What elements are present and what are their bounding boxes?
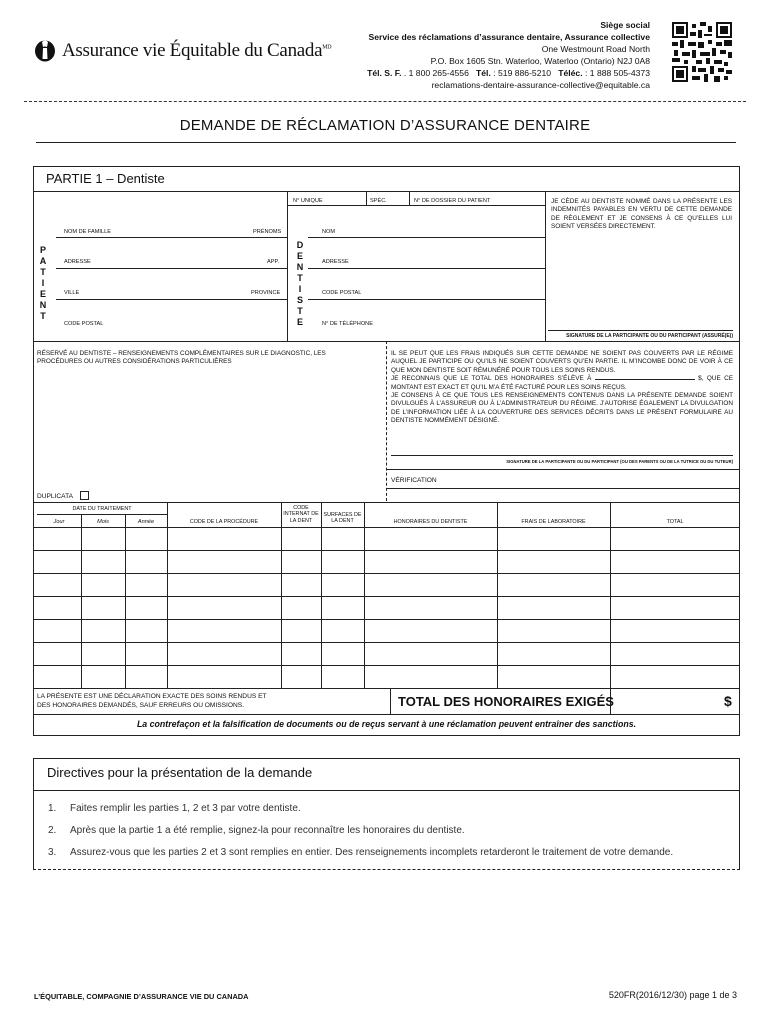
table-cell[interactable]	[34, 551, 80, 572]
email: reclamations-dentaire-assurance-collective@equitable.ca	[431, 80, 650, 90]
form-title: DEMANDE DE RÉCLAMATION D’ASSURANCE DENTAIRE	[179, 117, 591, 134]
dentist-vertical-label: D E N T I S T E	[296, 240, 304, 327]
table-cell[interactable]	[34, 574, 80, 595]
dentist-unique-no-label: N° UNIQUE	[293, 198, 323, 204]
table-cell[interactable]	[126, 597, 166, 618]
directive-item: 1. Faites remplir les parties 1, 2 et 3 par votre dentiste.	[48, 803, 301, 814]
table-cell[interactable]	[365, 597, 496, 618]
dentist-postal-label: CODE POSTAL	[322, 290, 362, 296]
table-cell[interactable]	[82, 574, 124, 595]
table-cell[interactable]	[126, 574, 166, 595]
table-cell[interactable]	[365, 666, 496, 687]
table-cell[interactable]	[611, 643, 739, 664]
table-cell[interactable]	[168, 643, 280, 664]
total-bottom-rule	[33, 714, 740, 715]
title-rule	[36, 142, 736, 143]
directives-title: Directives pour la présentation de la demande	[47, 765, 313, 780]
dentist-id-rule	[287, 205, 545, 206]
dentist-assign-divider	[545, 191, 546, 341]
year-header: Année	[137, 519, 155, 525]
address-line-2: P.O. Box 1605 Stn. Waterloo, Waterloo (Ontario) N2J 0A8	[430, 56, 650, 66]
qr-code	[672, 22, 732, 82]
table-cell[interactable]	[282, 551, 320, 572]
table-cell[interactable]	[365, 528, 496, 549]
table-cell[interactable]	[82, 528, 124, 549]
table-cell[interactable]	[611, 574, 739, 595]
table-cell[interactable]	[282, 528, 320, 549]
patient-name-rule	[56, 237, 287, 238]
table-cell[interactable]	[282, 597, 320, 618]
company-name: Assurance vie Équitable du Canada$^{MD}$	[62, 40, 332, 61]
table-cell[interactable]	[498, 597, 609, 618]
lab-fees-header: FRAIS DE LABORATOIRE	[521, 519, 586, 525]
reserved-dentist-text: RÉSERVÉ AU DENTISTE – RENSEIGNEMENTS COMPLÉMENTAIRES SUR LE DIAGNOSTIC, LES PROCÉDURES OU AUTRES CONSIDÉRATIONS PARTICULIÈRES	[37, 350, 326, 366]
day-header: Jour	[53, 519, 65, 525]
table-cell[interactable]	[34, 643, 80, 664]
table-cell[interactable]	[365, 620, 496, 641]
patient-province-label: PROVINCE	[251, 290, 281, 296]
table-cell[interactable]	[322, 620, 363, 641]
table-cell[interactable]	[611, 666, 739, 687]
table-cell[interactable]	[126, 666, 166, 687]
table-cell[interactable]	[168, 597, 280, 618]
month-header: Mois	[97, 519, 109, 525]
table-cell[interactable]	[322, 551, 363, 572]
dentist-name-rule	[308, 237, 545, 238]
spec-dossier-divider	[409, 191, 410, 205]
patient-address-label: ADRESSE	[64, 259, 91, 265]
declaration-divider	[390, 688, 391, 714]
part1-title: PARTIE 1 – Dentiste	[46, 171, 165, 186]
declaration-text: LA PRÉSENTE EST UNE DÉCLARATION EXACTE DES SOINS RENDUS ET DES HONORAIRES DEMANDÉS, SAUF ERREURS OU OMISSIONS.	[37, 693, 267, 709]
table-cell[interactable]	[498, 620, 609, 641]
table-cell[interactable]	[498, 643, 609, 664]
dentist-spec-label: SPÉC.	[370, 198, 387, 204]
dentist-address-label: ADRESSE	[322, 259, 349, 265]
table-cell[interactable]	[126, 620, 166, 641]
patient-city-rule	[56, 299, 287, 300]
table-cell[interactable]	[498, 666, 609, 687]
table-cell[interactable]	[282, 574, 320, 595]
table-cell[interactable]	[82, 643, 124, 664]
assignment-text: JE CÈDE AU DENTISTE NOMMÉ DANS LA PRÉSENTE LES INDEMNITÉS PAYABLES EN VERTU DE CETTE DEMANDE DE RÈGLEMENT ET JE CONSENS À CE QU’ELLES LUI SOIENT VERSÉES DIRECTEMENT.	[551, 198, 732, 231]
directive-item: 3. Assurez-vous que les parties 2 et 3 sont remplies en entier. Des renseignements incomplets retarderont le traitement de votre demande.	[48, 847, 674, 858]
table-cell[interactable]	[82, 551, 124, 572]
table-cell[interactable]	[126, 528, 166, 549]
table-cell[interactable]	[34, 666, 80, 687]
address-line-1: One Westmount Road North	[541, 44, 650, 54]
directive-item: 2. Après que la partie 1 a été remplie, signez-la pour reconnaître les honoraires du dentiste.	[48, 825, 465, 836]
table-cell[interactable]	[611, 620, 739, 641]
consent-signature-caption: SIGNATURE DE LA PARTICIPANTE OU DU PARTICIPANT (OU DES PARENTS OU DE LA TUTRICE OU DU TUTEUR)	[506, 459, 733, 464]
table-cell[interactable]	[282, 666, 320, 687]
table-cell[interactable]	[322, 528, 363, 549]
phone-line: Tél. S. F. . 1 800 265-4556 Tél. : 519 886-5210 Téléc. : 1 888 505-4373	[367, 68, 650, 78]
footer-form-id: 520FR(2016/12/30) page 1 de 3	[608, 990, 737, 1000]
consent-signature-line[interactable]	[391, 455, 733, 456]
table-cell[interactable]	[82, 597, 124, 618]
consent-paragraph: IL SE PEUT QUE LES FRAIS INDIQUÉS SUR CETTE DEMANDE NE SOIENT PAS COUVERTS PAR LE RÉGIME AUQUEL JE PARTICIPE OU QU’ILS NE SOIENT COUVERTS QU’EN PARTIE. IL M’INCOMBE DONC DE VOIR À CE QUE MON DENTISTE SOIT RÉMUNÉRÉ POUR TOUS LES SOINS RENDUS. JE RECONNAIS QUE LE TOTAL DES HONORAIRES S’ÉLÈVE À $, QUE CE MONTANT EST EXACT ET QU’IL M’A ÉTÉ FACTURÉ POUR LES SOINS REÇUS. JE CONSENS À CE QUE TOUS LES RENSEIGNEMENTS CONTENUS DANS LA PRÉSENTE DEMANDE SOIENT DIVULGUÉS À L’ASSUREUR OU À L’ADMINISTRATEUR DU RÉGIME. J’AUTORISE ÉGALEMENT LA DIVULGATION DE L’INFORMATION LIÉE À LA COUVERTURE DES SERVICES DÉCRITS DANS LE PRÉSENT FORMULAIRE AU DENTISTE NOMMÉMENT DÉSIGNÉ.	[391, 350, 733, 425]
tooth-code-header: CODE INTERNAT DE LA DENT	[283, 505, 319, 524]
assignment-signature-line[interactable]	[548, 330, 733, 331]
table-cell[interactable]	[611, 597, 739, 618]
total-fees-label: TOTAL DES HONORAIRES EXIGÉS	[398, 694, 614, 709]
table-cell[interactable]	[168, 528, 280, 549]
dentist-address-rule	[308, 268, 545, 269]
table-cell[interactable]	[322, 597, 363, 618]
table-cell[interactable]	[611, 528, 739, 549]
equitable-logo-icon	[34, 38, 56, 62]
patient-address-rule	[56, 268, 287, 269]
date-subrule	[37, 514, 167, 515]
patient-file-no-label: N° DE DOSSIER DU PATIENT	[414, 198, 491, 204]
reserved-consent-divider	[386, 341, 387, 501]
table-cell[interactable]	[322, 643, 363, 664]
table-cell[interactable]	[168, 551, 280, 572]
header-divider	[24, 101, 746, 102]
patient-city-label: VILLE	[64, 290, 80, 296]
patient-dentist-divider	[287, 191, 288, 341]
table-cell[interactable]	[82, 620, 124, 641]
dentist-fees-header: HONORAIRES DU DENTISTE	[393, 519, 468, 525]
total-dollar-sign: $	[724, 693, 732, 709]
table-cell[interactable]	[611, 551, 739, 572]
patient-last-name-label: NOM DE FAMILLE	[64, 229, 111, 235]
footer-company: L’ÉQUITABLE, COMPAGNIE D’ASSURANCE VIE DU CANADA	[34, 992, 249, 1001]
fraud-warning: La contrefaçon et la falsification de documents ou de reçus servant à une réclamation peuvent entraîner des sanctions.	[136, 719, 637, 729]
service-name: Service des réclamations d’assurance dentaire, Assurance collective	[368, 32, 650, 42]
table-cell[interactable]	[322, 574, 363, 595]
patient-apt-label: APP.	[267, 259, 280, 265]
table-cell[interactable]	[365, 643, 496, 664]
table-cell[interactable]	[34, 597, 80, 618]
unique-spec-divider	[366, 191, 367, 205]
dentist-name-label: NOM	[322, 229, 336, 235]
total-header: TOTAL	[666, 519, 684, 525]
table-cell[interactable]	[168, 574, 280, 595]
head-office: Siège social	[600, 20, 650, 30]
table-cell[interactable]	[365, 551, 496, 572]
patient-vertical-label: P A T I E N T	[39, 245, 47, 321]
duplicata-checkbox[interactable]	[80, 491, 89, 500]
table-cell[interactable]	[282, 643, 320, 664]
table-bottom-rule	[33, 688, 740, 689]
assignment-signature-caption: SIGNATURE DE LA PARTICIPANTE OU DU PARTICIPANT (ASSURÉ(E))	[566, 333, 733, 339]
verification-rule	[387, 488, 740, 489]
table-top-rule	[33, 502, 740, 503]
consent-bottom-rule	[387, 469, 740, 470]
table-cell[interactable]	[322, 666, 363, 687]
patient-first-name-label: PRÉNOMS	[253, 229, 282, 235]
directives-title-rule	[33, 790, 740, 791]
verification-label: VÉRIFICATION	[391, 477, 437, 484]
duplicata-label: DUPLICATA	[37, 493, 74, 500]
table-cell[interactable]	[498, 551, 609, 572]
table-cell[interactable]	[365, 574, 496, 595]
table-cell[interactable]	[34, 620, 80, 641]
table-cell[interactable]	[498, 574, 609, 595]
table-cell[interactable]	[282, 620, 320, 641]
table-cell[interactable]	[82, 666, 124, 687]
procedure-code-header: CODE DE LA PROCÉDURE	[189, 519, 259, 525]
tooth-surfaces-header: SURFACES DE LA DENT	[323, 512, 362, 525]
table-cell[interactable]	[498, 528, 609, 549]
dentist-phone-label: N° DE TÉLÉPHONE	[322, 321, 373, 327]
table-cell[interactable]	[168, 620, 280, 641]
dentist-postal-rule	[308, 299, 545, 300]
contact-block	[367, 19, 650, 91]
patient-postal-label: CODE POSTAL	[64, 321, 104, 327]
part1-title-rule	[33, 191, 740, 192]
table-cell[interactable]	[34, 528, 80, 549]
table-cell[interactable]	[168, 666, 280, 687]
date-header: DATE DU TRAITEMENT	[72, 506, 132, 512]
table-cell[interactable]	[126, 551, 166, 572]
table-cell[interactable]	[126, 643, 166, 664]
